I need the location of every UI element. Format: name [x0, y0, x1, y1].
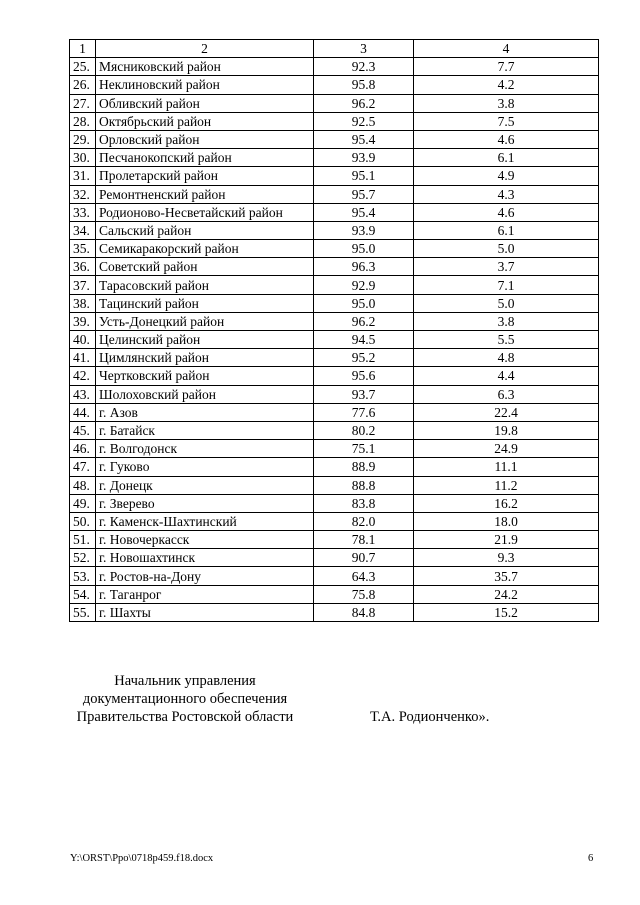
- table-header-row: [70, 40, 599, 58]
- value-col-4: 21.9: [414, 531, 599, 549]
- district-name: г. Ростов-на-Дону: [96, 567, 314, 585]
- district-name: Октябрьский район: [96, 112, 314, 130]
- table-row: [70, 94, 599, 112]
- value-col-4: 5.0: [414, 240, 599, 258]
- table-row: [70, 130, 599, 148]
- row-number: 39.: [70, 312, 96, 330]
- table-row: [70, 185, 599, 203]
- header-col-2: 2: [96, 40, 314, 58]
- row-number: 36.: [70, 258, 96, 276]
- row-number: 50.: [70, 512, 96, 530]
- table-row: [70, 167, 599, 185]
- table-row: [70, 349, 599, 367]
- value-col-3: 96.3: [314, 258, 414, 276]
- table-row: [70, 531, 599, 549]
- row-number: 35.: [70, 240, 96, 258]
- row-number: 54.: [70, 585, 96, 603]
- value-col-4: 7.1: [414, 276, 599, 294]
- table-row: [70, 567, 599, 585]
- value-col-4: 22.4: [414, 403, 599, 421]
- value-col-3: 92.9: [314, 276, 414, 294]
- value-col-4: 7.7: [414, 58, 599, 76]
- value-col-4: 7.5: [414, 112, 599, 130]
- district-name: Пролетарский район: [96, 167, 314, 185]
- row-number: 52.: [70, 549, 96, 567]
- row-number: 31.: [70, 167, 96, 185]
- row-number: 28.: [70, 112, 96, 130]
- table-row: [70, 149, 599, 167]
- value-col-3: 75.1: [314, 440, 414, 458]
- table-row: [70, 240, 599, 258]
- row-number: 27.: [70, 94, 96, 112]
- district-name: г. Гуково: [96, 458, 314, 476]
- value-col-4: 4.6: [414, 203, 599, 221]
- value-col-4: 18.0: [414, 512, 599, 530]
- table-row: [70, 512, 599, 530]
- page-number: 6: [588, 853, 594, 864]
- table-row: [70, 258, 599, 276]
- district-name: г. Новошахтинск: [96, 549, 314, 567]
- value-col-4: 4.8: [414, 349, 599, 367]
- district-name: Целинский район: [96, 331, 314, 349]
- value-col-3: 92.5: [314, 112, 414, 130]
- row-number: 51.: [70, 531, 96, 549]
- value-col-4: 6.3: [414, 385, 599, 403]
- district-name: Чертковский район: [96, 367, 314, 385]
- value-col-3: 95.0: [314, 240, 414, 258]
- value-col-4: 3.8: [414, 94, 599, 112]
- district-name: г. Новочеркасск: [96, 531, 314, 549]
- value-col-4: 19.8: [414, 421, 599, 439]
- row-number: 48.: [70, 476, 96, 494]
- signature-block: [60, 672, 310, 726]
- row-number: 29.: [70, 130, 96, 148]
- row-number: 40.: [70, 331, 96, 349]
- value-col-3: 83.8: [314, 494, 414, 512]
- header-col-4: 4: [414, 40, 599, 58]
- district-name: г. Шахты: [96, 603, 314, 621]
- row-number: 42.: [70, 367, 96, 385]
- table-row: [70, 367, 599, 385]
- value-col-3: 96.2: [314, 312, 414, 330]
- value-col-4: 6.1: [414, 149, 599, 167]
- value-col-3: 77.6: [314, 403, 414, 421]
- value-col-3: 80.2: [314, 421, 414, 439]
- district-name: Цимлянский район: [96, 349, 314, 367]
- signature-position-line2: документационного обеспечения: [82, 691, 288, 707]
- district-name: г. Донецк: [96, 476, 314, 494]
- table-row: [70, 331, 599, 349]
- value-col-3: 75.8: [314, 585, 414, 603]
- district-name: Орловский район: [96, 130, 314, 148]
- district-name: Тарасовский район: [96, 276, 314, 294]
- value-col-3: 95.8: [314, 76, 414, 94]
- value-col-3: 90.7: [314, 549, 414, 567]
- value-col-3: 95.6: [314, 367, 414, 385]
- value-col-3: 84.8: [314, 603, 414, 621]
- value-col-3: 88.8: [314, 476, 414, 494]
- value-col-4: 6.1: [414, 221, 599, 239]
- row-number: 49.: [70, 494, 96, 512]
- table-row: [70, 276, 599, 294]
- table-row: [70, 458, 599, 476]
- table-row: [70, 403, 599, 421]
- value-col-3: 64.3: [314, 567, 414, 585]
- district-name: г. Волгодонск: [96, 440, 314, 458]
- district-name: г. Батайск: [96, 421, 314, 439]
- row-number: 32.: [70, 185, 96, 203]
- value-col-4: 11.2: [414, 476, 599, 494]
- row-number: 25.: [70, 58, 96, 76]
- row-number: 33.: [70, 203, 96, 221]
- row-number: 44.: [70, 403, 96, 421]
- row-number: 43.: [70, 385, 96, 403]
- table-row: [70, 494, 599, 512]
- table-row: [70, 312, 599, 330]
- value-col-4: 24.2: [414, 585, 599, 603]
- footer-file-path: Y:\ORST\Ppo\0718p459.f18.docx: [70, 853, 214, 864]
- value-col-4: 3.7: [414, 258, 599, 276]
- table-body: [70, 58, 599, 622]
- value-col-4: 9.3: [414, 549, 599, 567]
- value-col-3: 88.9: [314, 458, 414, 476]
- header-col-3: 3: [314, 40, 414, 58]
- district-name: г. Таганрог: [96, 585, 314, 603]
- value-col-4: 4.2: [414, 76, 599, 94]
- table-row: [70, 294, 599, 312]
- table-row: [70, 549, 599, 567]
- value-col-3: 95.2: [314, 349, 414, 367]
- value-col-4: 4.6: [414, 130, 599, 148]
- row-number: 41.: [70, 349, 96, 367]
- value-col-3: 78.1: [314, 531, 414, 549]
- district-name: Тацинский район: [96, 294, 314, 312]
- value-col-4: 5.0: [414, 294, 599, 312]
- value-col-3: 94.5: [314, 331, 414, 349]
- table-row: [70, 203, 599, 221]
- district-name: Неклиновский район: [96, 76, 314, 94]
- value-col-3: 95.1: [314, 167, 414, 185]
- table-row: [70, 585, 599, 603]
- row-number: 30.: [70, 149, 96, 167]
- row-number: 53.: [70, 567, 96, 585]
- header-col-1: 1: [70, 40, 96, 58]
- value-col-4: 11.1: [414, 458, 599, 476]
- signatory-name: Т.А. Родионченко».: [370, 709, 490, 725]
- table-row: [70, 476, 599, 494]
- district-name: Семикаракорский район: [96, 240, 314, 258]
- value-col-4: 5.5: [414, 331, 599, 349]
- row-number: 38.: [70, 294, 96, 312]
- signature-position-line3: Правительства Ростовской области: [76, 709, 294, 725]
- table-row: [70, 112, 599, 130]
- district-name: Усть-Донецкий район: [96, 312, 314, 330]
- table-row: [70, 603, 599, 621]
- value-col-4: 15.2: [414, 603, 599, 621]
- district-name: Мясниковский район: [96, 58, 314, 76]
- table-row: [70, 385, 599, 403]
- district-name: Советский район: [96, 258, 314, 276]
- district-name: г. Каменск-Шахтинский: [96, 512, 314, 530]
- district-name: г. Зверево: [96, 494, 314, 512]
- row-number: 45.: [70, 421, 96, 439]
- value-col-3: 93.9: [314, 221, 414, 239]
- district-name: Ремонтненский район: [96, 185, 314, 203]
- table-row: [70, 421, 599, 439]
- value-col-3: 96.2: [314, 94, 414, 112]
- district-name: Песчанокопский район: [96, 149, 314, 167]
- signature-position-line1: Начальник управления: [114, 673, 256, 689]
- district-name: Сальский район: [96, 221, 314, 239]
- value-col-4: 16.2: [414, 494, 599, 512]
- value-col-4: 24.9: [414, 440, 599, 458]
- table-row: [70, 440, 599, 458]
- value-col-4: 4.4: [414, 367, 599, 385]
- district-name: Шолоховский район: [96, 385, 314, 403]
- row-number: 55.: [70, 603, 96, 621]
- table-row: [70, 221, 599, 239]
- value-col-3: 93.7: [314, 385, 414, 403]
- value-col-3: 92.3: [314, 58, 414, 76]
- row-number: 34.: [70, 221, 96, 239]
- value-col-3: 95.7: [314, 185, 414, 203]
- value-col-4: 4.3: [414, 185, 599, 203]
- district-name: Обливский район: [96, 94, 314, 112]
- value-col-3: 95.0: [314, 294, 414, 312]
- district-name: Родионово-Несветайский район: [96, 203, 314, 221]
- value-col-4: 3.8: [414, 312, 599, 330]
- table-row: [70, 76, 599, 94]
- row-number: 37.: [70, 276, 96, 294]
- table-row: [70, 58, 599, 76]
- value-col-4: 4.9: [414, 167, 599, 185]
- value-col-3: 82.0: [314, 512, 414, 530]
- row-number: 26.: [70, 76, 96, 94]
- district-name: г. Азов: [96, 403, 314, 421]
- value-col-3: 93.9: [314, 149, 414, 167]
- value-col-3: 95.4: [314, 130, 414, 148]
- value-col-4: 35.7: [414, 567, 599, 585]
- value-col-3: 95.4: [314, 203, 414, 221]
- data-table: [69, 39, 599, 622]
- row-number: 46.: [70, 440, 96, 458]
- row-number: 47.: [70, 458, 96, 476]
